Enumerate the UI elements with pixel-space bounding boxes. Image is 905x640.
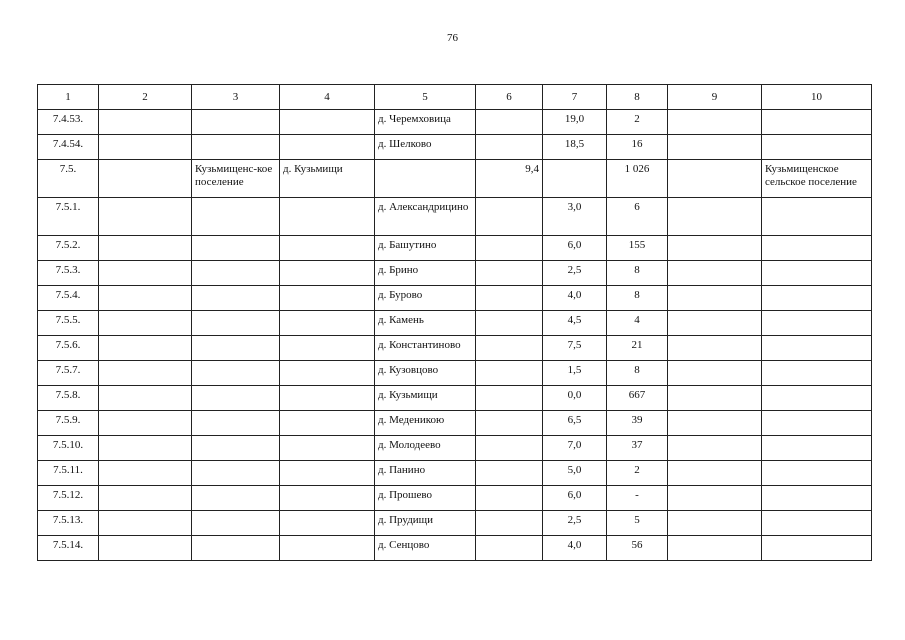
table-cell-col-9 <box>668 236 762 261</box>
table-cell-col-10 <box>762 461 872 486</box>
table-cell-col-6 <box>476 536 543 561</box>
table-cell-col-7: 7,0 <box>543 436 607 461</box>
table-cell-col-3 <box>192 286 280 311</box>
column-number-9: 9 <box>668 85 762 110</box>
table-cell-col-2 <box>99 160 192 198</box>
table-cell-col-3 <box>192 536 280 561</box>
table-cell-col-7: 3,0 <box>543 198 607 236</box>
table-cell-col-9 <box>668 110 762 135</box>
table-row <box>38 261 872 286</box>
table-cell-col-4: д. Кузьмищи <box>280 160 375 198</box>
table-cell-col-4 <box>280 110 375 135</box>
table-row <box>38 486 872 511</box>
table-row <box>38 236 872 261</box>
table-cell-col-2 <box>99 336 192 361</box>
table-cell-col-4 <box>280 286 375 311</box>
table-cell-col-5: д. Башутино <box>375 236 476 261</box>
table-cell-col-9 <box>668 135 762 160</box>
table-cell-col-5: д. Александрицино <box>375 198 476 236</box>
table-cell-col-4 <box>280 361 375 386</box>
table-cell-col-2 <box>99 411 192 436</box>
table-cell-col-8: 8 <box>607 286 668 311</box>
column-number-2: 2 <box>99 85 192 110</box>
table-cell-col-3 <box>192 511 280 536</box>
table-cell-col-8: 39 <box>607 411 668 436</box>
table-cell-col-10 <box>762 511 872 536</box>
table-row <box>38 336 872 361</box>
table-cell-col-2 <box>99 261 192 286</box>
table-cell-col-4 <box>280 386 375 411</box>
table-cell-col-1: 7.5. <box>38 160 99 198</box>
table-cell-col-10 <box>762 286 872 311</box>
table-cell-col-10 <box>762 135 872 160</box>
table-cell-col-3 <box>192 336 280 361</box>
column-number-1: 1 <box>38 85 99 110</box>
table-cell-col-4 <box>280 311 375 336</box>
table-cell-col-6 <box>476 261 543 286</box>
table-cell-col-7: 6,0 <box>543 486 607 511</box>
table-cell-col-1: 7.5.4. <box>38 286 99 311</box>
table-cell-col-1: 7.5.12. <box>38 486 99 511</box>
column-number-8: 8 <box>607 85 668 110</box>
table-cell-col-7: 6,0 <box>543 236 607 261</box>
table-cell-col-8: 8 <box>607 261 668 286</box>
table-cell-col-2 <box>99 311 192 336</box>
table-cell-col-6 <box>476 135 543 160</box>
table-cell-col-9 <box>668 311 762 336</box>
table-cell-col-10 <box>762 361 872 386</box>
table-cell-col-8: 155 <box>607 236 668 261</box>
column-number-3: 3 <box>192 85 280 110</box>
table-row <box>38 411 872 436</box>
table-cell-col-6 <box>476 361 543 386</box>
table-cell-col-6 <box>476 110 543 135</box>
table-cell-col-7: 7,5 <box>543 336 607 361</box>
table-cell-col-3 <box>192 386 280 411</box>
table-cell-col-6 <box>476 436 543 461</box>
table-cell-col-3 <box>192 461 280 486</box>
table-cell-col-2 <box>99 386 192 411</box>
table-row <box>38 436 872 461</box>
table-cell-col-6 <box>476 461 543 486</box>
table-row <box>38 311 872 336</box>
table-row <box>38 135 872 160</box>
table-cell-col-8: 2 <box>607 110 668 135</box>
settlements-table <box>37 84 872 561</box>
column-number-4: 4 <box>280 85 375 110</box>
table-cell-col-4 <box>280 411 375 436</box>
table-cell-col-6: 9,4 <box>476 160 543 198</box>
table-cell-col-10 <box>762 486 872 511</box>
table-cell-col-8: 667 <box>607 386 668 411</box>
table-cell-col-2 <box>99 286 192 311</box>
table-cell-col-7: 4,0 <box>543 286 607 311</box>
table-cell-col-1: 7.5.8. <box>38 386 99 411</box>
table-cell-col-3 <box>192 411 280 436</box>
table-cell-col-1: 7.5.1. <box>38 198 99 236</box>
table-row <box>38 461 872 486</box>
table-cell-col-7: 2,5 <box>543 511 607 536</box>
table-cell-col-9 <box>668 336 762 361</box>
table-cell-col-5: д. Меденикою <box>375 411 476 436</box>
table-cell-col-4 <box>280 198 375 236</box>
table-cell-col-3 <box>192 436 280 461</box>
table-cell-col-5: д. Черемховица <box>375 110 476 135</box>
table-cell-col-2 <box>99 511 192 536</box>
table-cell-col-3 <box>192 486 280 511</box>
table-cell-col-4 <box>280 536 375 561</box>
table-cell-col-6 <box>476 511 543 536</box>
table-cell-col-8: 56 <box>607 536 668 561</box>
table-cell-col-3 <box>192 110 280 135</box>
table-cell-col-8: 2 <box>607 461 668 486</box>
table-cell-col-8: 37 <box>607 436 668 461</box>
table-cell-col-9 <box>668 386 762 411</box>
table-row <box>38 286 872 311</box>
table-cell-col-1: 7.5.7. <box>38 361 99 386</box>
table-cell-col-2 <box>99 361 192 386</box>
table-row <box>38 110 872 135</box>
table-cell-col-4 <box>280 336 375 361</box>
table-cell-col-3: Кузьмищенс-кое поселение <box>192 160 280 198</box>
table-cell-col-2 <box>99 436 192 461</box>
table-cell-col-2 <box>99 236 192 261</box>
table-header-row <box>38 85 872 110</box>
table-cell-col-9 <box>668 511 762 536</box>
table-cell-col-2 <box>99 110 192 135</box>
table-cell-col-9 <box>668 198 762 236</box>
table-cell-col-10 <box>762 386 872 411</box>
table-cell-col-5: д. Прошево <box>375 486 476 511</box>
table-cell-col-1: 7.5.9. <box>38 411 99 436</box>
table-cell-col-7: 1,5 <box>543 361 607 386</box>
table-cell-col-10: Кузьмищенское сельское поселение <box>762 160 872 198</box>
table-row <box>38 160 872 198</box>
table-cell-col-10 <box>762 198 872 236</box>
table-cell-col-10 <box>762 110 872 135</box>
table-cell-col-3 <box>192 261 280 286</box>
table-cell-col-5: д. Сенцово <box>375 536 476 561</box>
table-cell-col-8: 16 <box>607 135 668 160</box>
table-cell-col-9 <box>668 261 762 286</box>
table-cell-col-1: 7.4.54. <box>38 135 99 160</box>
table-cell-col-1: 7.5.6. <box>38 336 99 361</box>
table-cell-col-2 <box>99 135 192 160</box>
table-cell-col-5: д. Кузовцово <box>375 361 476 386</box>
table-cell-col-2 <box>99 461 192 486</box>
table-cell-col-8: 1 026 <box>607 160 668 198</box>
table-cell-col-3 <box>192 135 280 160</box>
table-cell-col-6 <box>476 236 543 261</box>
column-number-6: 6 <box>476 85 543 110</box>
table-cell-col-9 <box>668 286 762 311</box>
table-cell-col-10 <box>762 411 872 436</box>
table-cell-col-4 <box>280 461 375 486</box>
table-cell-col-4 <box>280 261 375 286</box>
table-cell-col-5: д. Молодеево <box>375 436 476 461</box>
table-cell-col-4 <box>280 236 375 261</box>
table-cell-col-3 <box>192 361 280 386</box>
table-cell-col-7: 5,0 <box>543 461 607 486</box>
table-cell-col-9 <box>668 436 762 461</box>
table-cell-col-3 <box>192 236 280 261</box>
table-cell-col-1: 7.5.11. <box>38 461 99 486</box>
table-cell-col-10 <box>762 336 872 361</box>
page-number: 76 <box>447 32 458 44</box>
table-cell-col-7: 6,5 <box>543 411 607 436</box>
table-cell-col-7: 2,5 <box>543 261 607 286</box>
table-cell-col-1: 7.5.13. <box>38 511 99 536</box>
table-cell-col-6 <box>476 286 543 311</box>
table-cell-col-5: д. Прудищи <box>375 511 476 536</box>
table-cell-col-10 <box>762 236 872 261</box>
table-cell-col-4 <box>280 436 375 461</box>
table-cell-col-5: д. Константиново <box>375 336 476 361</box>
table-cell-col-8: 4 <box>607 311 668 336</box>
table-cell-col-5: д. Бурово <box>375 286 476 311</box>
table-cell-col-3 <box>192 198 280 236</box>
table-cell-col-2 <box>99 536 192 561</box>
table-cell-col-2 <box>99 198 192 236</box>
table-cell-col-1: 7.5.2. <box>38 236 99 261</box>
table-cell-col-7: 19,0 <box>543 110 607 135</box>
table-cell-col-1: 7.5.14. <box>38 536 99 561</box>
table-cell-col-1: 7.5.5. <box>38 311 99 336</box>
table-cell-col-6 <box>476 336 543 361</box>
table-cell-col-9 <box>668 536 762 561</box>
table-cell-col-5: д. Камень <box>375 311 476 336</box>
table-cell-col-8: 8 <box>607 361 668 386</box>
table-cell-col-7: 18,5 <box>543 135 607 160</box>
table-row <box>38 386 872 411</box>
table-cell-col-10 <box>762 536 872 561</box>
table-cell-col-5 <box>375 160 476 198</box>
table-cell-col-8: 21 <box>607 336 668 361</box>
table-cell-col-2 <box>99 486 192 511</box>
table-cell-col-8: 6 <box>607 198 668 236</box>
table-cell-col-5: д. Брино <box>375 261 476 286</box>
table-cell-col-9 <box>668 160 762 198</box>
table-cell-col-7 <box>543 160 607 198</box>
table-cell-col-7: 0,0 <box>543 386 607 411</box>
table-row <box>38 198 872 236</box>
table-cell-col-4 <box>280 511 375 536</box>
table-cell-col-5: д. Панино <box>375 461 476 486</box>
table-cell-col-7: 4,5 <box>543 311 607 336</box>
table-cell-col-9 <box>668 411 762 436</box>
table-cell-col-5: д. Шелково <box>375 135 476 160</box>
column-number-5: 5 <box>375 85 476 110</box>
table-cell-col-7: 4,0 <box>543 536 607 561</box>
table-cell-col-3 <box>192 311 280 336</box>
table-cell-col-1: 7.5.3. <box>38 261 99 286</box>
table-cell-col-5: д. Кузьмищи <box>375 386 476 411</box>
table-row <box>38 511 872 536</box>
table-cell-col-9 <box>668 486 762 511</box>
table-cell-col-6 <box>476 198 543 236</box>
table-cell-col-6 <box>476 311 543 336</box>
table-cell-col-9 <box>668 461 762 486</box>
table-row <box>38 536 872 561</box>
column-number-10: 10 <box>762 85 872 110</box>
table-cell-col-8: 5 <box>607 511 668 536</box>
table-cell-col-10 <box>762 311 872 336</box>
table-cell-col-1: 7.5.10. <box>38 436 99 461</box>
table-cell-col-4 <box>280 486 375 511</box>
table-cell-col-1: 7.4.53. <box>38 110 99 135</box>
column-number-7: 7 <box>543 85 607 110</box>
table-cell-col-6 <box>476 411 543 436</box>
table-cell-col-10 <box>762 436 872 461</box>
table-cell-col-6 <box>476 486 543 511</box>
table-cell-col-6 <box>476 386 543 411</box>
table-cell-col-4 <box>280 135 375 160</box>
table-cell-col-10 <box>762 261 872 286</box>
table-cell-col-8: - <box>607 486 668 511</box>
table-cell-col-9 <box>668 361 762 386</box>
table-row <box>38 361 872 386</box>
